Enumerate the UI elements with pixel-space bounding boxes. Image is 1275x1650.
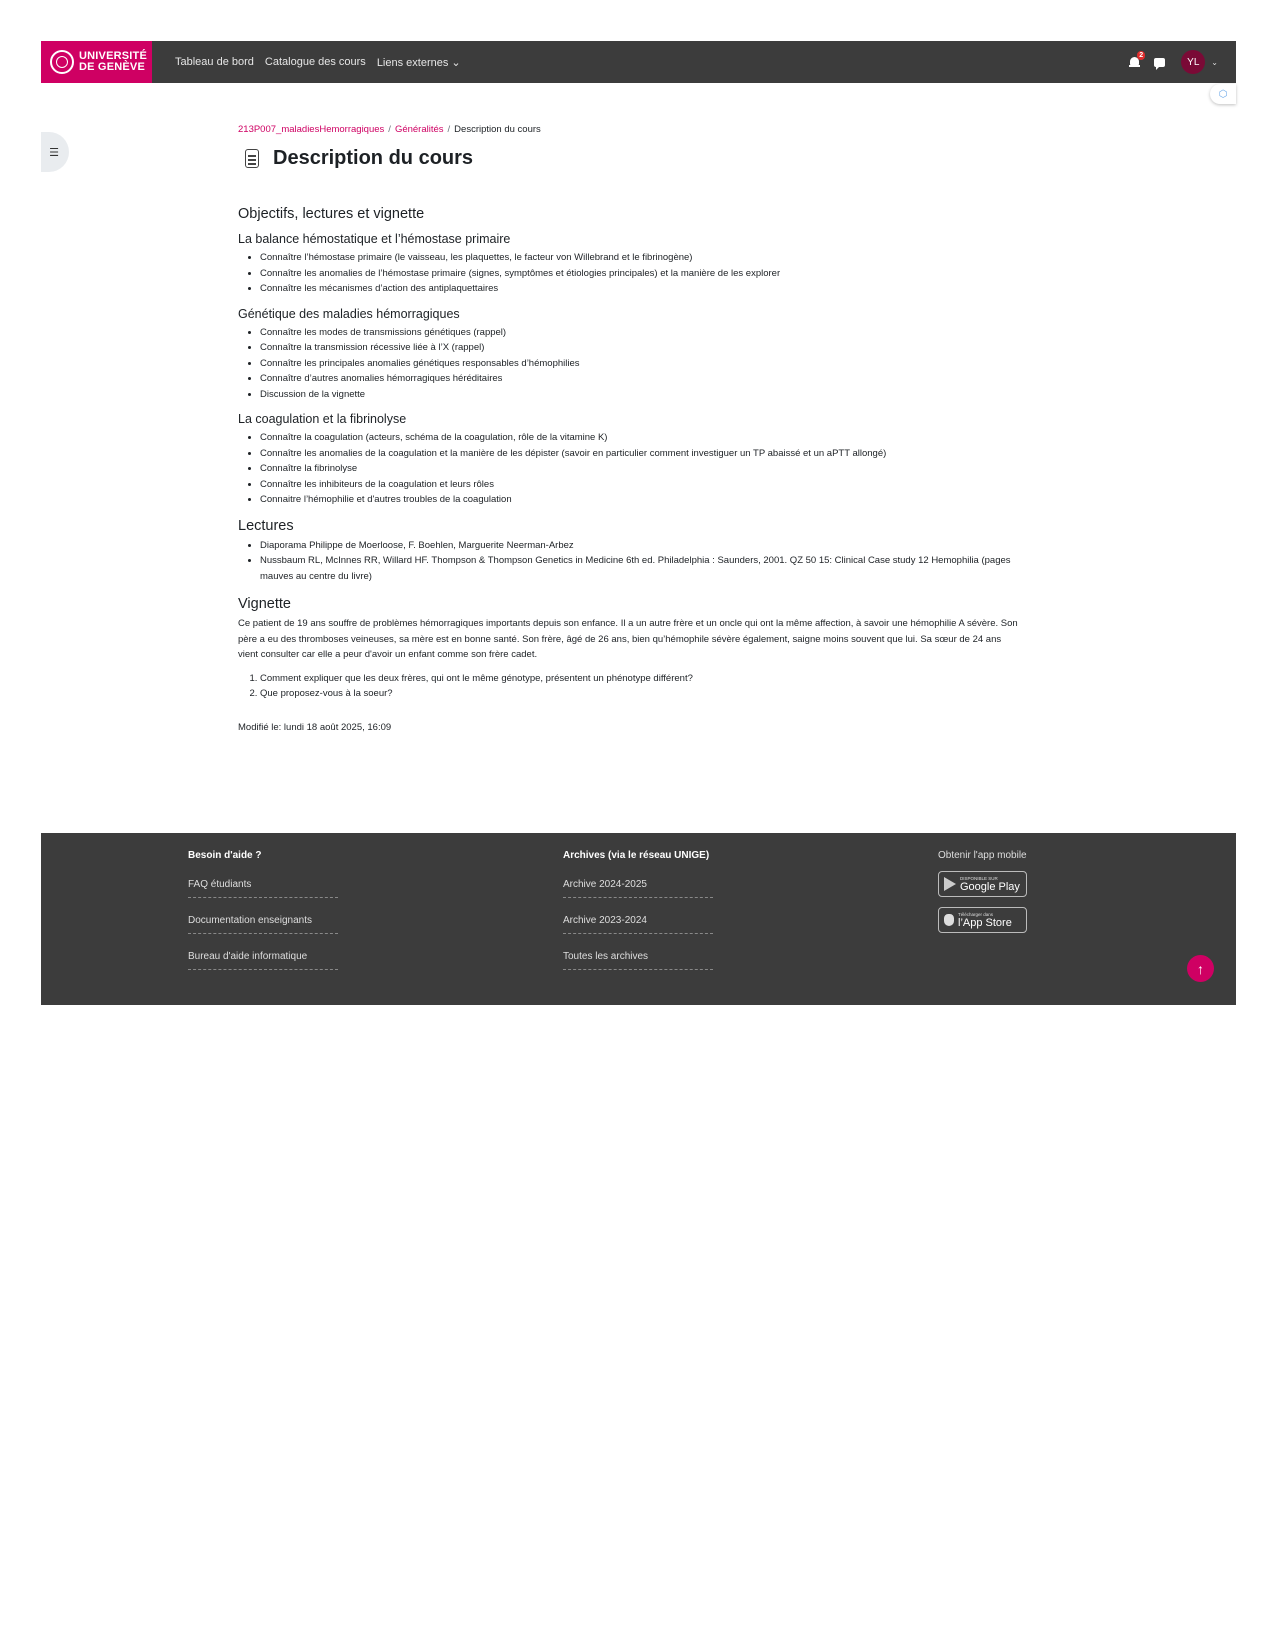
genetics-heading: Génétique des maladies hémorragiques: [238, 306, 460, 321]
app-store-text: [958, 912, 1012, 929]
nav-link-dashboard[interactable]: Tableau de bord: [175, 55, 254, 68]
list-item: • Connaître les inhibiteurs de la coagulation et leurs rôles: [260, 477, 1018, 493]
list-item: • Connaitre l’hémophilie et d'autres troubles de la coagulation: [260, 492, 1018, 508]
course-index-toggle[interactable]: [41, 132, 69, 172]
footer-app-column: [938, 850, 1027, 933]
main-content: [238, 124, 1018, 733]
primary-navigation: [175, 56, 461, 69]
breadcrumb-course-link[interactable]: 213P007_maladiesHemorragiques: [238, 124, 385, 135]
breadcrumb-current: Description du cours: [454, 124, 541, 135]
university-seal-icon: [50, 50, 74, 74]
list-item: • Connaître la coagulation (acteurs, schéma de la coagulation, rôle de la vitamine K): [260, 430, 1018, 446]
footer-link-teacher-docs[interactable]: Documentation enseignants: [188, 898, 338, 934]
apple-icon: [944, 914, 954, 926]
nav-link-course-catalog[interactable]: Catalogue des cours: [264, 55, 366, 68]
university-logo[interactable]: [41, 41, 152, 83]
google-play-icon: [944, 877, 956, 891]
list-item: • Connaître les modes de transmissions génétiques (rappel): [260, 325, 1018, 341]
readings-heading: Lectures: [238, 517, 294, 534]
question-item: 1. Comment expliquer que les deux frères, qui ont le même génotype, présentent un phénotype différent?: [260, 671, 1018, 687]
list-icon: ☰: [49, 146, 59, 159]
list-item: • Discussion de la vignette: [260, 387, 1018, 403]
footer-link-faq[interactable]: FAQ étudiants: [188, 861, 338, 898]
list-item: • Connaître l’hémostase primaire (le vaisseau, les plaquettes, le facteur von Willebrand et le fibrinogène): [260, 250, 1018, 266]
list-item: • Connaître les principales anomalies génétiques responsables d’hémophilies: [260, 356, 1018, 372]
list-item: • Connaître les anomalies de la coagulation et la manière de les dépister (savoir en particulier comment investiguer un TP abaissé et un aPTT allongé): [260, 446, 1018, 462]
messages-chat-icon[interactable]: [1154, 58, 1165, 67]
readings-list: [238, 538, 1018, 585]
page-footer: [41, 833, 1236, 1005]
footer-link-archive-2023[interactable]: Archive 2023-2024: [563, 898, 713, 934]
app-store-small-text: Télécharger dans: [958, 911, 994, 917]
brand-name: [79, 51, 147, 73]
list-item: • Nussbaum RL, McInnes RR, Willard HF. Thompson & Thompson Genetics in Medicine 6th ed. Philadelphia : Saunders, 2001. QZ 50 15: Clinical Case study 12 Hemophilia (pages mauves au centre du livre): [260, 553, 1018, 584]
vignette-heading: Vignette: [238, 596, 291, 612]
brand-line-1: UNIVERSITÉ: [79, 50, 148, 62]
footer-help-column: [188, 850, 338, 970]
vignette-text: Ce patient de 19 ans souffre de problèmes hémorragiques importants depuis son enfance. Il a un autre frère et un oncle qui ont la même affection, à savoir une hémophilie A sévère. Son père a eu des thromboses veineuses, sa mère est en bonne santé. Son frère, âgé de 26 ans, bien qu’hémophile sévère également, saigne moins souvent que lui. Sa sœur de 24 ans vient consulter car elle a peur d'avoir un enfant comme son frère cadet.: [238, 618, 1018, 660]
footer-archives-column: [563, 850, 713, 970]
notifications-bell-icon[interactable]: [1128, 52, 1144, 69]
google-play-text: [960, 876, 1020, 893]
back-to-top-button[interactable]: ↑: [1187, 955, 1214, 982]
footer-archives-heading: Archives (via le réseau UNIGE): [563, 850, 710, 861]
footer-link-it-helpdesk[interactable]: Bureau d'aide informatique: [188, 934, 338, 970]
breadcrumb: [238, 124, 1018, 135]
app-store-badge[interactable]: [938, 907, 1027, 933]
footer-help-heading: Besoin d'aide ?: [188, 850, 262, 861]
top-navbar: [41, 41, 1236, 83]
nav-link-external-links[interactable]: Liens externes ⌄: [376, 56, 461, 69]
list-item: • Connaître la transmission récessive liée à l’X (rappel): [260, 340, 1018, 356]
app-store-label: l’App Store: [958, 916, 1012, 929]
google-play-badge[interactable]: [938, 871, 1027, 897]
footer-app-heading: Obtenir l'app mobile: [938, 850, 1027, 861]
google-play-label: Google Play: [960, 880, 1020, 893]
vignette-questions: [238, 671, 1018, 702]
last-modified: Modifié le: lundi 18 août 2025, 16:09: [238, 721, 392, 733]
user-avatar[interactable]: YL: [1181, 50, 1205, 74]
list-item: • Connaître les anomalies de l’hémostase primaire (signes, symptômes et étiologies principales) et la manière de les explorer: [260, 266, 1018, 282]
brand-line-2: DE GENÈVE: [79, 61, 145, 73]
ai-assistant-icon[interactable]: ⬡: [1210, 84, 1236, 104]
list-item: • Connaître d’autres anomalies hémorragiques héréditaires: [260, 371, 1018, 387]
breadcrumb-separator: /: [388, 124, 391, 135]
balance-heading: La balance hémostatique et l’hémostase primaire: [238, 232, 511, 246]
coagulation-list: [238, 430, 1018, 508]
user-menu-chevron-icon[interactable]: ⌄: [1211, 57, 1218, 67]
notification-count-badge: 2: [1139, 52, 1144, 59]
breadcrumb-section-link[interactable]: Généralités: [394, 124, 444, 135]
page-document-icon: [245, 149, 259, 168]
coagulation-heading: La coagulation et la fibrinolyse: [238, 412, 407, 426]
page-title: Description du cours: [273, 147, 474, 169]
list-item: • Connaître la fibrinolyse: [260, 461, 1018, 477]
list-item: • Diaporama Philippe de Moerloose, F. Boehlen, Marguerite Neerman-Arbez: [260, 538, 1018, 554]
objectives-heading: Objectifs, lectures et vignette: [238, 206, 425, 222]
page-header: [238, 147, 1018, 170]
question-item: 2. Que proposez-vous à la soeur?: [260, 686, 1018, 702]
list-item: • Connaître les mécanismes d’action des antiplaquettaires: [260, 281, 1018, 297]
user-area: [1128, 41, 1218, 83]
genetics-list: [238, 325, 1018, 403]
balance-list: [238, 250, 1018, 297]
footer-link-archive-2024[interactable]: Archive 2024-2025: [563, 861, 713, 898]
breadcrumb-separator: /: [447, 124, 451, 135]
footer-link-all-archives[interactable]: Toutes les archives: [563, 934, 713, 970]
google-play-small-text: DISPONIBLE SUR: [960, 875, 998, 881]
